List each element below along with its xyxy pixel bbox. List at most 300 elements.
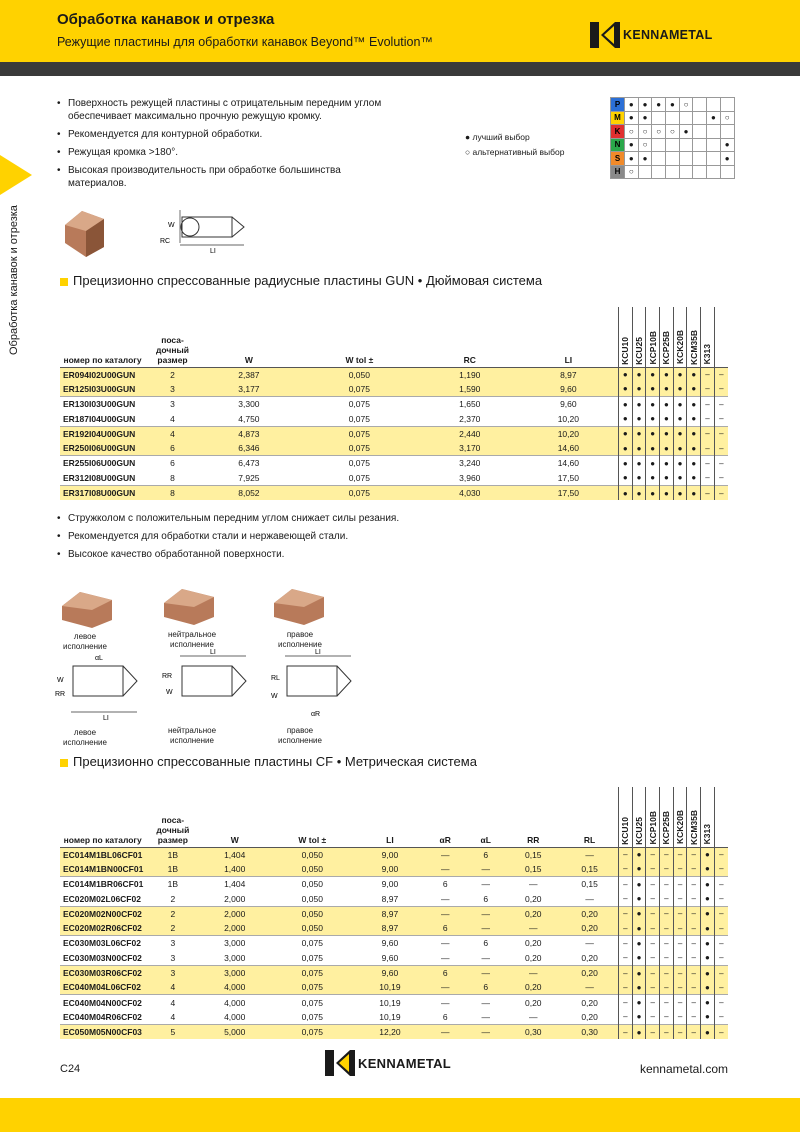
grade-mark: ● [687,382,701,397]
material-row [611,165,735,179]
material-grade-mark: ○ [666,125,680,139]
table-cell: 6 [424,921,466,936]
table-cell: 6,473 [200,456,298,471]
catalog-number: ER312I08U00GUN [63,472,136,483]
grade-mark: – [660,847,674,862]
material-grade-mark: ● [638,152,652,166]
grade-mark: ● [632,397,646,412]
grade-mark: ● [660,456,674,471]
grade-mark: ● [701,980,715,995]
grade-mark: ● [660,485,674,500]
table-cell: 3,000 [200,936,269,951]
table-cell: 0,050 [269,847,355,862]
grade-mark: – [673,862,687,877]
grade-mark: ● [701,847,715,862]
material-grade-mark: ● [625,111,639,125]
grade-mark: – [660,906,674,921]
table-row [60,921,728,936]
grade-mark: – [701,485,715,500]
material-grade-mark [707,138,721,152]
material-grade-mark [666,138,680,152]
grade-mark: – [673,965,687,980]
table-cell: 6,346 [200,441,298,456]
table-row [60,951,728,966]
grade-mark: ● [701,1025,715,1040]
table-cell: 0,20 [561,921,618,936]
cf-neutral-drawing [160,650,260,720]
grade-mark: ● [646,471,660,486]
table-cell: — [585,893,594,904]
grade-mark: ● [660,411,674,426]
grade-header [632,787,646,847]
column-header: RR [505,787,561,847]
column-header: номер по каталогу [60,307,145,367]
grade-mark: – [646,1010,660,1025]
gun-insert-image [60,205,110,260]
grade-mark: – [619,1025,633,1040]
table-cell: 1,404 [200,877,269,892]
grade-mark: – [687,980,701,995]
grade-mark: – [619,951,633,966]
table-row [60,367,728,382]
table-cell: — [440,893,450,904]
grade-mark: – [619,965,633,980]
material-grade-mark: ● [707,111,721,125]
cf-insert-right-image [270,585,330,627]
table-cell: 0,20 [581,952,598,963]
grade-mark: ● [673,367,687,382]
grade-mark: ● [632,411,646,426]
grade-mark: ● [701,877,715,892]
table-cell: 2,370 [459,413,481,424]
table-cell: — [529,1011,538,1022]
grade-mark: ● [632,891,646,906]
grade-mark: ● [632,471,646,486]
material-row [611,125,735,139]
table-row [60,382,728,397]
material-grade-mark: ● [638,111,652,125]
table-cell: — [466,1025,505,1040]
grade-mark: – [714,921,728,936]
material-grade-mark [693,138,707,152]
table-cell: 6 [145,456,200,471]
grade-mark: ● [673,382,687,397]
grade-mark: – [646,862,660,877]
table-cell: — [466,877,505,892]
catalog-number: EC014M1BR06CF01 [60,877,145,892]
material-grade-mark: ○ [638,125,652,139]
grade-mark: ● [632,847,646,862]
cf-inserts-table [60,787,728,1039]
table-cell: 0,050 [269,906,355,921]
table-cell: — [440,952,450,963]
grade-mark: – [660,980,674,995]
grade-name: KCK20B [675,330,686,365]
table-cell: 0,075 [348,472,370,483]
material-label: H [611,165,625,179]
table-cell: 0,15 [561,877,618,892]
grade-mark: ● [646,411,660,426]
table-row [60,995,728,1010]
grade-mark: – [714,1010,728,1025]
grade-name: KCU25 [634,336,645,365]
material-grade-mark [707,165,721,179]
catalog-number: ER317I08U00GUN [60,485,145,500]
material-grade-mark [638,165,652,179]
grade-mark: ● [646,441,660,456]
table-cell: 9,00 [356,862,425,877]
grade-header-empty [714,787,728,847]
catalog-number: ER255I06U00GUN [60,456,145,471]
grade-mark: ● [673,456,687,471]
grade-name: KCU25 [634,816,645,845]
material-grade-mark [707,125,721,139]
grade-mark: – [646,980,660,995]
grade-mark: ● [660,397,674,412]
grade-name: KCP10B [647,330,658,365]
grade-mark: – [714,980,728,995]
section2-title-text: Прецизионно спрессованные пластины CF • Метрическая система [73,754,477,769]
grade-mark: – [660,921,674,936]
label-rr: RR [55,691,66,698]
material-row [611,152,735,166]
table-cell: 0,075 [269,965,355,980]
grade-mark: ● [632,965,646,980]
table-cell: — [561,847,618,862]
table-cell: 1,650 [421,397,519,412]
column-header: W tol ± [269,787,355,847]
grade-mark: – [687,965,701,980]
table-cell: 3,177 [200,382,298,397]
table-cell: — [424,936,466,951]
grade-mark: – [646,951,660,966]
grade-mark: ● [632,951,646,966]
catalog-number: ER187I04U00GUN [63,413,136,424]
label-w: W [166,689,173,696]
grade-mark: – [701,367,715,382]
grade-header [687,307,701,367]
table-cell: 5,000 [200,1025,269,1040]
table-cell: 4,750 [238,413,260,424]
grade-mark: ● [619,441,633,456]
table-cell: — [505,921,561,936]
grade-mark: – [660,891,674,906]
grade-mark: – [701,382,715,397]
table-cell: 0,20 [524,893,542,904]
caption-left-version-2: левое исполнение [63,728,107,747]
grade-name: KCU10 [620,816,631,845]
grade-mark: ● [632,367,646,382]
grade-mark: – [687,877,701,892]
table-row [60,471,728,486]
table-cell: — [466,906,505,921]
material-grade-mark: ● [625,138,639,152]
grade-name: KCM35B [688,329,699,365]
table-cell: 6 [466,847,505,862]
column-header: W [200,307,298,367]
table-cell: 1B [145,877,200,892]
table-cell: — [466,862,505,877]
label-w: W [271,693,278,700]
column-header: RL [561,787,618,847]
table-cell: — [466,965,505,980]
bullet-item: • Высокая производительность при обработке большинства материалов. [57,164,397,190]
label-li: LI [103,715,109,722]
table-cell: 14,60 [519,456,619,471]
grade-mark: ● [673,485,687,500]
table-cell: — [561,936,618,951]
table-cell: 4,000 [224,1011,246,1022]
catalog-number: EC014M1BN00CF01 [60,862,145,877]
grade-mark: – [714,995,728,1010]
table-cell: 3 [145,397,200,412]
material-grade-mark [666,165,680,179]
grade-mark: ● [701,921,715,936]
section1-title-text: Прецизионно спрессованные радиусные пластины GUN • Дюймовая система [73,273,543,288]
grade-mark: ● [632,426,646,441]
table-cell: 4 [170,413,175,424]
grade-mark: ● [632,980,646,995]
column-header: LI [356,787,425,847]
gun-inserts-table [60,307,728,500]
grade-mark: ● [673,426,687,441]
table-cell: 2 [145,906,200,921]
grade-mark: ● [619,382,633,397]
grade-mark: – [714,1025,728,1040]
grade-mark: – [714,965,728,980]
table-cell: 0,20 [505,980,561,995]
grade-mark: ● [632,995,646,1010]
grade-name: KCK20B [675,810,686,845]
caption-right-version-2: правое исполнение [278,726,322,745]
grade-mark: ● [646,382,660,397]
grade-mark: – [673,995,687,1010]
grade-mark: – [714,426,728,441]
grade-mark: ● [687,426,701,441]
grade-mark: ● [632,382,646,397]
grade-mark: ● [673,441,687,456]
caption-right-version: правое исполнение [278,630,322,649]
table-cell: 2 [170,893,176,904]
material-grade-mark: ○ [652,125,666,139]
grade-mark: – [660,936,674,951]
material-grade-mark [652,111,666,125]
table-cell: 6 [424,877,466,892]
grade-mark: – [701,411,715,426]
gun-insert-drawing [160,205,250,255]
material-grade-mark: ○ [679,98,693,112]
grade-mark: – [660,965,674,980]
table-cell: 8,97 [356,906,425,921]
grade-mark: – [646,877,660,892]
grade-mark: ● [632,906,646,921]
material-matrix [610,97,735,179]
grade-mark: – [619,862,633,877]
grade-mark: – [673,1025,687,1040]
grade-mark: ● [701,1010,715,1025]
grade-mark: – [619,906,633,921]
table-cell: 0,20 [581,1011,598,1022]
catalog-number: EC040M04R06CF02 [63,1011,142,1022]
material-grade-mark [720,165,734,179]
table-cell: 8 [170,472,175,483]
table-cell: 0,075 [269,980,355,995]
grade-mark: ● [687,485,701,500]
material-grade-mark: ● [652,98,666,112]
catalog-number: EC040M04N00CF02 [60,995,145,1010]
material-grade-mark: ● [666,98,680,112]
grade-mark: – [714,951,728,966]
grade-mark: – [646,1025,660,1040]
grade-mark: – [619,1010,633,1025]
table-cell: 0,075 [348,413,370,424]
grade-mark: ● [632,877,646,892]
grade-header [646,787,660,847]
column-header: αL [466,787,505,847]
material-grade-mark [693,125,707,139]
grade-name: KCP10B [647,810,658,845]
table-row [60,485,728,500]
legend-alternative-choice: ○ альтернативный выбор [465,147,565,157]
material-grade-mark [679,111,693,125]
grade-mark: ● [660,471,674,486]
grade-header [619,787,633,847]
grade-mark: ● [632,441,646,456]
table-row [60,397,728,412]
table-cell: 9,60 [356,965,425,980]
table-cell: 10,19 [356,980,425,995]
table-cell: 0,15 [561,862,618,877]
table-row [60,456,728,471]
grade-header [673,307,687,367]
table-cell: 0,075 [298,397,421,412]
grade-mark: – [701,441,715,456]
grade-name: K313 [702,344,713,365]
table-cell: 0,075 [269,995,355,1010]
grade-mark: ● [646,426,660,441]
section1-bullets [57,97,397,195]
table-cell: — [481,1011,490,1022]
table-cell: 8 [145,485,200,500]
table-cell: 9,60 [519,382,619,397]
grade-header [660,307,674,367]
table-row [60,862,728,877]
grade-mark: – [660,995,674,1010]
grade-mark: ● [646,367,660,382]
grade-mark: – [714,862,728,877]
grade-mark: ● [701,862,715,877]
table-cell: 4,000 [200,980,269,995]
kennametal-logo [590,22,713,48]
caption-neutral-version-2: нейтральное исполнение [167,726,217,745]
grade-mark: ● [687,441,701,456]
section2-bullets [57,512,477,566]
label-li: LI [315,649,321,656]
grade-mark: – [619,936,633,951]
table-cell: 3 [145,936,200,951]
material-grade-mark [679,152,693,166]
grade-header [701,307,715,367]
logo-text: KENNAMETAL [623,28,713,42]
table-cell: 9,00 [356,847,425,862]
bullet-item: • Стружколом с положительным передним углом снижает силы резания. [57,512,477,525]
table-cell: 1,404 [200,847,269,862]
header-dark-stripe [0,62,800,76]
table-cell: — [561,980,618,995]
legend-best-choice: ● лучший выбор [465,132,530,142]
table-cell: 0,20 [524,952,542,963]
table-cell: 0,050 [301,893,323,904]
column-header: поса-дочный размер [145,307,200,367]
table-cell: — [424,847,466,862]
table-cell: 0,050 [269,877,355,892]
grade-mark: – [714,891,728,906]
grade-name: K313 [702,824,713,845]
grade-mark: ● [687,471,701,486]
grade-mark: ● [673,397,687,412]
table-cell: 0,075 [301,952,323,963]
table-cell: 17,50 [557,472,579,483]
table-cell: 6 [466,936,505,951]
grade-name: KCM35B [688,809,699,845]
grade-mark: – [701,426,715,441]
grade-mark: – [714,411,728,426]
material-grade-mark [652,165,666,179]
grade-mark: ● [632,862,646,877]
side-section-label: Обработка канавок и отрезка [8,205,20,355]
material-grade-mark: ● [720,138,734,152]
material-label: S [611,152,625,166]
material-label: N [611,138,625,152]
grade-mark: – [714,906,728,921]
grade-mark: – [687,847,701,862]
grade-mark: ● [687,456,701,471]
material-grade-mark: ○ [720,111,734,125]
table-cell: 9,00 [356,877,425,892]
cf-left-drawing [55,650,145,720]
table-cell: 0,075 [298,485,421,500]
table-cell: — [424,862,466,877]
material-grade-mark: ● [625,152,639,166]
material-grade-mark: ● [679,125,693,139]
table-cell: 2,440 [421,426,519,441]
table-row [60,847,728,862]
material-grade-mark: ● [638,98,652,112]
grade-mark: – [673,1010,687,1025]
grade-mark: ● [701,995,715,1010]
bullet-item: • Поверхность режущей пластины с отрицательным передним углом обеспечивает максимально прочную режущую кромку. [57,97,397,123]
table-row [60,936,728,951]
grade-mark: – [646,995,660,1010]
table-cell: — [466,921,505,936]
table-cell: — [424,995,466,1010]
grade-mark: ● [673,411,687,426]
table-cell: 0,15 [505,862,561,877]
grade-mark: – [673,906,687,921]
table-cell: 7,925 [238,472,260,483]
grade-mark: – [714,456,728,471]
grade-mark: – [701,397,715,412]
cf-insert-neutral-image [160,585,220,627]
material-grade-mark [693,152,707,166]
material-grade-mark [666,152,680,166]
table-cell: 4 [145,980,200,995]
table-cell: 0,20 [505,995,561,1010]
bullet-item: • Высокое качество обработанной поверхности. [57,548,477,561]
grade-mark: – [619,980,633,995]
grade-mark: ● [687,367,701,382]
grade-mark: ● [619,367,633,382]
